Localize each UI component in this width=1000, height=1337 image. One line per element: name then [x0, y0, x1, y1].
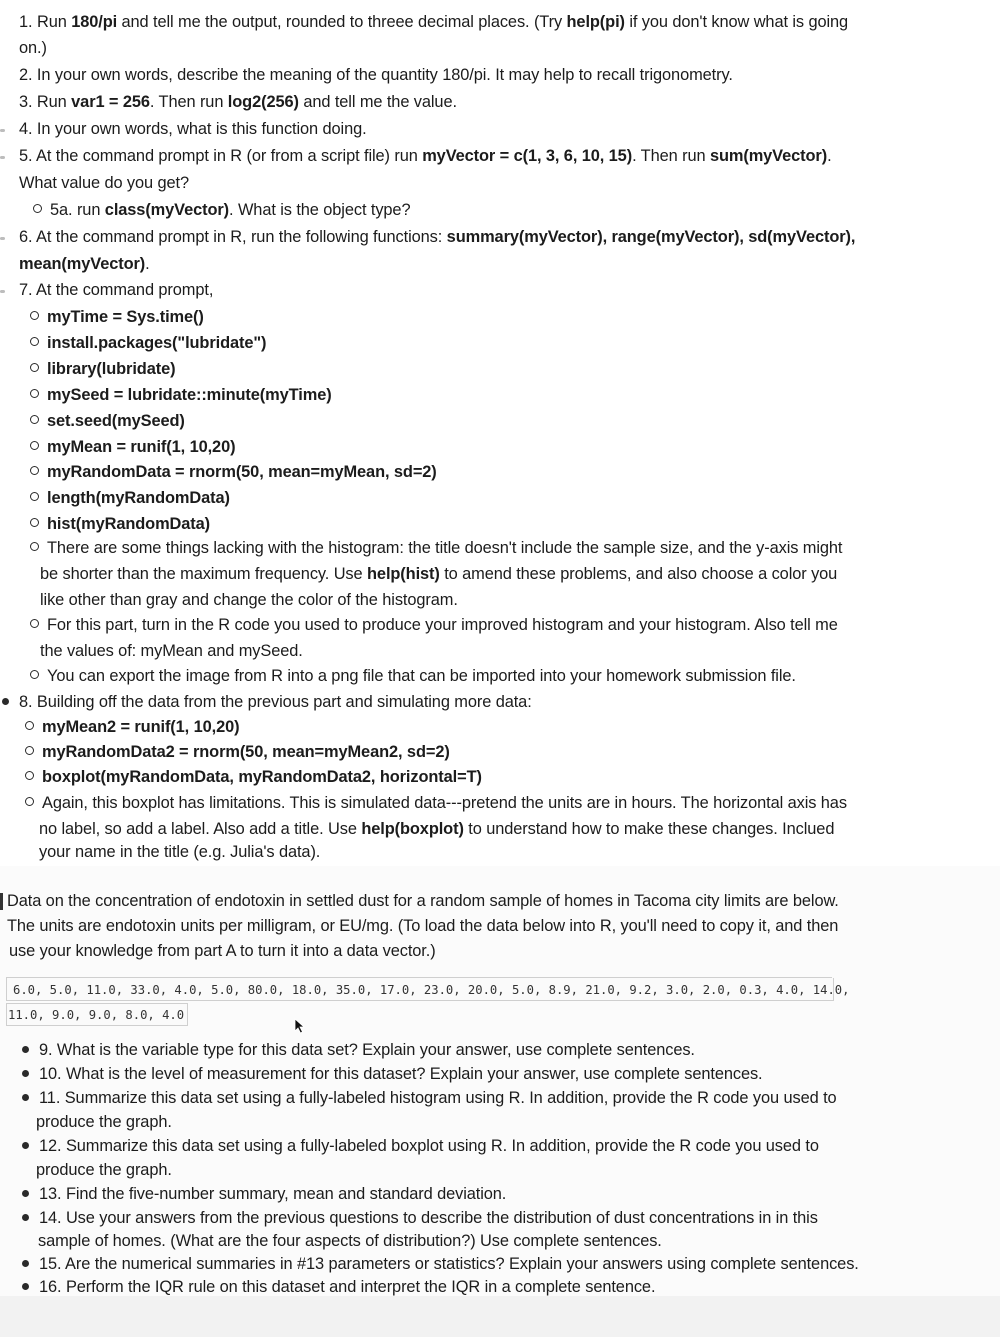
- part-b-intro-line3: use your knowledge from part A to turn it into a data vector.): [9, 942, 436, 960]
- q10: 10. What is the level of measurement for this dataset? Explain your answer, use complete sentences.: [22, 1063, 763, 1085]
- q8-item: myMean2 = runif(1, 10,20): [25, 716, 239, 738]
- q7-export-note: You can export the image from R into a png file that can be imported into your homework submission file.: [30, 665, 796, 687]
- q7-item: set.seed(mySeed): [30, 410, 185, 432]
- data-line-1: 6.0, 5.0, 11.0, 33.0, 4.0, 5.0, 80.0, 18.0, 35.0, 17.0, 23.0, 20.0, 5.0, 8.9, 21.0, 9.2, 3.0, 2.0, 0.3, 4.0, 14.0,: [13, 983, 850, 997]
- q7-item: length(myRandomData): [30, 487, 230, 509]
- bullet-icon: [22, 1214, 29, 1221]
- margin-mark: [0, 156, 5, 159]
- part-b-intro-line1: Data on the concentration of endotoxin in settled dust for a random sample of homes in Tacoma city limits are below.: [7, 892, 839, 910]
- q11-line1: 11. Summarize this data set using a fully-labeled histogram using R. In addition, provide the R code you used to: [22, 1087, 837, 1109]
- q7-item: myRandomData = rnorm(50, mean=myMean, sd=2): [30, 461, 437, 483]
- q9: 9. What is the variable type for this data set? Explain your answer, use complete sentences.: [22, 1039, 695, 1061]
- circle-bullet-icon: [25, 746, 34, 755]
- circle-bullet-icon: [30, 492, 39, 501]
- circle-bullet-icon: [30, 466, 39, 475]
- q5-line1: 5. At the command prompt in R (or from a script file) run myVector = c(1, 3, 6, 10, 15). Then run sum(myVector).: [19, 147, 832, 165]
- q2: 2. In your own words, describe the meaning of the quantity 180/pi. It may help to recall trigonometry.: [19, 66, 733, 84]
- circle-bullet-icon: [30, 619, 39, 628]
- q7-item: install.packages("lubridate"): [30, 332, 266, 354]
- bullet-icon: [22, 1046, 29, 1053]
- q7-turn-in-line2: the values of: myMean and mySeed.: [40, 642, 303, 660]
- circle-bullet-icon: [30, 441, 39, 450]
- circle-bullet-icon: [30, 415, 39, 424]
- circle-bullet-icon: [30, 542, 39, 551]
- bullet-icon: [22, 1094, 29, 1101]
- circle-bullet-icon: [30, 518, 39, 527]
- circle-bullet-icon: [25, 771, 34, 780]
- q5a: 5a. run class(myVector). What is the object type?: [33, 199, 410, 221]
- bullet-icon: [22, 1070, 29, 1077]
- circle-bullet-icon: [30, 363, 39, 372]
- section-marker: [0, 893, 3, 910]
- q12-line1: 12. Summarize this data set using a fully-labeled boxplot using R. In addition, provide the R code you used to: [22, 1135, 819, 1157]
- q1-line1: 1. Run 180/pi and tell me the output, rounded to threee decimal places. (Try help(pi) if you don't know what is going: [19, 13, 849, 31]
- q7-histogram-note-line3: like other than gray and change the color of the histogram.: [40, 591, 458, 609]
- q3: 3. Run var1 = 256. Then run log2(256) and tell me the value.: [19, 93, 457, 111]
- data-code-block[interactable]: [6, 977, 850, 1026]
- q7-item: library(lubridate): [30, 358, 175, 380]
- q7-item: mySeed = lubridate::minute(myTime): [30, 384, 332, 406]
- q6-line1: 6. At the command prompt in R, run the following functions: summary(myVector), range(myVector), sd(myVector),: [19, 228, 856, 246]
- q7-histogram-note-line1: There are some things lacking with the histogram: the title doesn't include the sample size, and the y-axis might: [30, 537, 842, 559]
- circle-bullet-icon: [30, 337, 39, 346]
- q8-item: boxplot(myRandomData, myRandomData2, horizontal=T): [25, 766, 482, 788]
- mouse-cursor-icon: [294, 1018, 306, 1034]
- q1-line2: on.): [19, 39, 47, 57]
- footer-band: [0, 1296, 1000, 1337]
- bullet-icon: [22, 1283, 29, 1290]
- bullet-icon: [22, 1190, 29, 1197]
- q7-intro: 7. At the command prompt,: [19, 281, 214, 299]
- q13: 13. Find the five-number summary, mean and standard deviation.: [22, 1183, 506, 1205]
- q12-line2: produce the graph.: [36, 1161, 172, 1179]
- q16: 16. Perform the IQR rule on this dataset and interpret the IQR in a complete sentence.: [22, 1276, 655, 1298]
- q8-boxplot-note-line2: no label, so add a label. Also add a title. Use help(boxplot) to understand how to make these changes. Inclued: [39, 820, 835, 838]
- q5-line2: What value do you get?: [19, 174, 190, 192]
- data-line-2: 11.0, 9.0, 9.0, 8.0, 4.0: [8, 1008, 185, 1022]
- circle-bullet-icon: [25, 721, 34, 730]
- part-b-intro-line2: The units are endotoxin units per milligram, or EU/mg. (To load the data below into R, you'll need to copy it, and then: [7, 917, 839, 935]
- margin-mark: [0, 129, 5, 132]
- q6-line2: mean(myVector).: [19, 255, 150, 273]
- q7-item: myTime = Sys.time(): [30, 306, 204, 328]
- q7-item: myMean = runif(1, 10,20): [30, 436, 235, 458]
- margin-mark: [0, 237, 5, 240]
- q15: 15. Are the numerical summaries in #13 parameters or statistics? Explain your answers using complete sentences.: [22, 1253, 859, 1275]
- circle-bullet-icon: [30, 311, 39, 320]
- q8-boxplot-note-line1: Again, this boxplot has limitations. This is simulated data---pretend the units are in hours. The horizontal axis has: [25, 792, 847, 814]
- bullet-icon: [22, 1142, 29, 1149]
- q7-turn-in-line1: For this part, turn in the R code you used to produce your improved histogram and your histogram. Also tell me: [30, 614, 838, 636]
- q7-item: hist(myRandomData): [30, 513, 210, 535]
- q11-line2: produce the graph.: [36, 1113, 172, 1131]
- q8-intro: 8. Building off the data from the previous part and simulating more data:: [2, 691, 532, 713]
- margin-mark: [0, 290, 5, 293]
- bullet-icon: [22, 1260, 29, 1267]
- bullet-icon: [2, 698, 9, 705]
- q14-line1: 14. Use your answers from the previous questions to describe the distribution of dust concentrations in in this: [22, 1207, 818, 1229]
- q14-line2: sample of homes. (What are the four aspects of distribution?) Use complete sentences.: [38, 1232, 662, 1250]
- q8-item: myRandomData2 = rnorm(50, mean=myMean2, sd=2): [25, 741, 450, 763]
- circle-bullet-icon: [33, 204, 42, 213]
- q7-histogram-note-line2: be shorter than the maximum frequency. Use help(hist) to amend these problems, and also choose a color you: [40, 565, 838, 583]
- circle-bullet-icon: [25, 797, 34, 806]
- circle-bullet-icon: [30, 670, 39, 679]
- q4: 4. In your own words, what is this function doing.: [19, 120, 367, 138]
- q8-boxplot-note-line3: your name in the title (e.g. Julia's data).: [39, 843, 321, 861]
- circle-bullet-icon: [30, 389, 39, 398]
